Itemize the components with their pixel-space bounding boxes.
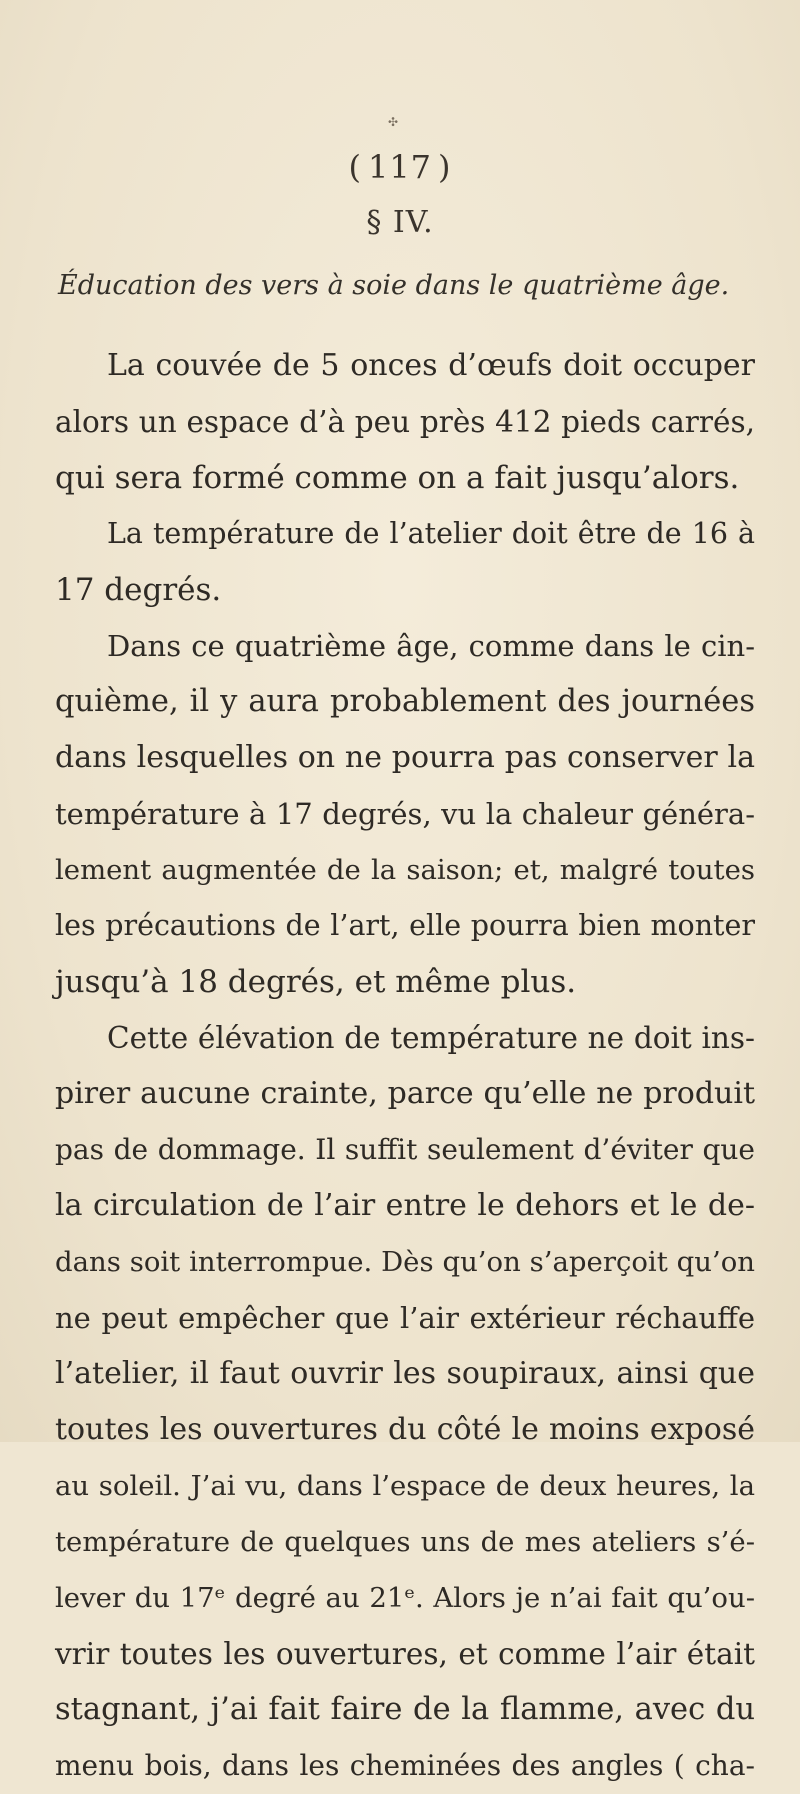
text-line: l’atelier, il faut ouvrir les soupiraux, ainsi que <box>55 1356 755 1391</box>
page-number: 117 <box>367 148 433 186</box>
text-line: Cette élévation de température ne doit ins- <box>107 1021 755 1055</box>
text-line: dans lesquelles on ne pourra pas conserver la <box>55 740 755 775</box>
text-line: jusqu’à 18 degrés, et même plus. <box>55 964 577 1000</box>
text-line: alors un espace d’à peu près 412 pieds carrés, <box>55 405 755 439</box>
text-line: stagnant, j’ai fait faire de la flamme, avec du <box>55 1692 755 1727</box>
page-number-paren-close: ) <box>438 148 452 186</box>
text-line: quième, il y aura probablement des journées <box>55 684 755 719</box>
text-line: ne peut empêcher que l’air extérieur réchauffe <box>55 1301 755 1335</box>
text-line: vrir toutes les ouvertures, et comme l’air était <box>55 1637 755 1671</box>
text-line: température de quelques uns de mes ateliers s’é- <box>55 1526 755 1558</box>
text-line: qui sera formé comme on a fait jusqu’alors. <box>55 460 740 496</box>
text-line: pas de dommage. Il suffit seulement d’éviter que <box>55 1133 755 1166</box>
printer-ornament-icon: ✣ <box>388 115 399 129</box>
text-line: Dans ce quatrième âge, comme dans le cin- <box>107 629 755 663</box>
page-number-paren-open: ( <box>348 148 362 186</box>
page-number-header <box>0 148 800 186</box>
text-line: menu bois, dans les cheminées des angles ( cha- <box>55 1749 755 1782</box>
text-line: toutes les ouvertures du côté le moins exposé <box>55 1412 755 1447</box>
text-line: 17 degrés. <box>55 572 222 608</box>
text-line: la circulation de l’air entre le dehors et le de- <box>55 1188 755 1223</box>
text-line: La température de l’atelier doit être de 16 à <box>107 517 755 550</box>
section-subtitle: Éducation des vers à soie dans le quatrième âge. <box>58 270 730 301</box>
section-heading: § IV. <box>366 205 434 240</box>
text-line: La couvée de 5 onces d’œufs doit occuper <box>107 348 755 383</box>
text-line: température à 17 degrés, vu la chaleur généra- <box>55 797 755 831</box>
text-line: dans soit interrompue. Dès qu’on s’aperçoit qu’on <box>55 1246 755 1278</box>
text-line: les précautions de l’art, elle pourra bien monter <box>55 909 755 942</box>
text-line: lement augmentée de la saison; et, malgré toutes <box>55 854 755 886</box>
text-line: au soleil. J’ai vu, dans l’espace de deux heures, la <box>55 1470 755 1502</box>
body-text <box>55 338 755 1794</box>
text-line: lever du 17ᵉ degré au 21ᵉ. Alors je n’ai fait qu’ou- <box>55 1582 755 1614</box>
text-line: pirer aucune crainte, parce qu’elle ne produit <box>55 1076 755 1111</box>
